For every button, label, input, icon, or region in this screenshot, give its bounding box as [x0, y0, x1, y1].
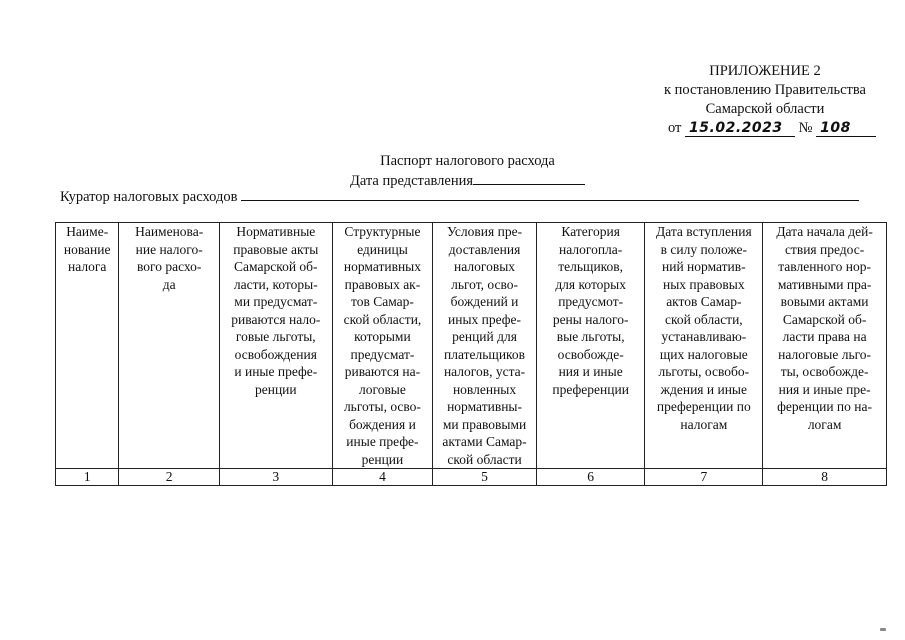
date-of-submission-label: Дата представления: [349, 173, 474, 189]
column-number: 7: [645, 469, 763, 486]
header-cell-effective-date: Дата вступления в силу положе- ний норматив- ных правовых актов Самар- ской области, устанавливаю- щих налоговые льготы, освобо- ждения и иные преференции по налогам: [645, 223, 763, 469]
appendix-date-line: [640, 119, 890, 138]
column-number: 6: [536, 469, 645, 486]
handwritten-date: 15.02.2023: [685, 120, 795, 137]
appendix-header: [640, 62, 890, 138]
curator-line: [60, 187, 859, 207]
scan-speck: [880, 628, 886, 631]
column-number: 8: [763, 469, 887, 486]
column-number: 2: [119, 469, 220, 486]
header-cell-legal-acts: Нормативные правовые акты Самарской об- ласти, которы- ми предусмат- риваются нало- говые льготы, освобождения и иные префе- ренции: [219, 223, 332, 469]
column-number: 4: [332, 469, 433, 486]
tax-expenditure-table: [55, 222, 887, 486]
number-label: №: [798, 120, 813, 136]
curator-blank: [241, 187, 859, 201]
column-number: 3: [219, 469, 332, 486]
table-column-number-row: [56, 469, 887, 486]
date-of-submission-blank: [473, 171, 585, 185]
header-cell-start-date: Дата начала дей- ствия предос- тавленного нор- мативными пра- вовыми актами Самарской об- ласти права на налоговые льго- ты, освобожде- ния и иные пре- ференции по на- логам: [763, 223, 887, 469]
header-cell-taxpayer-category: Категория налогопла- тельщиков, для которых предусмот- рены налого- вые льготы, освобожде- ния и иные преференции: [536, 223, 645, 469]
appendix-title: ПРИЛОЖЕНИЕ 2: [709, 63, 821, 79]
appendix-line-region: Самарской области: [705, 101, 825, 117]
table-header-row: [56, 223, 887, 469]
from-label: от: [668, 120, 682, 136]
header-cell-conditions: Условия пре- доставления налоговых льгот, осво- бождений и иных префе- ренций для плательщиков налогов, уста- новленных нормативны- ми правовыми актами Самар- ской области: [433, 223, 537, 469]
column-number: 5: [433, 469, 537, 486]
appendix-line-resolution: к постановлению Правительства: [664, 82, 866, 98]
header-cell-expenditure-name: Наименова- ние налого- вого расхо- да: [119, 223, 220, 469]
document-title: Паспорт налогового расхода: [380, 153, 555, 169]
header-cell-structural-units: Структурные единицы нормативных правовых ак- тов Самар- ской области, которыми предусмат- риваются на- логовые льготы, осво- бождения и иные префе- ренции: [332, 223, 433, 469]
curator-label: Куратор налоговых расходов: [60, 189, 238, 205]
column-number: 1: [56, 469, 119, 486]
handwritten-number: 108: [816, 120, 876, 137]
document-title-block: [0, 152, 905, 191]
header-cell-tax-name: Наиме- нование налога: [56, 223, 119, 469]
